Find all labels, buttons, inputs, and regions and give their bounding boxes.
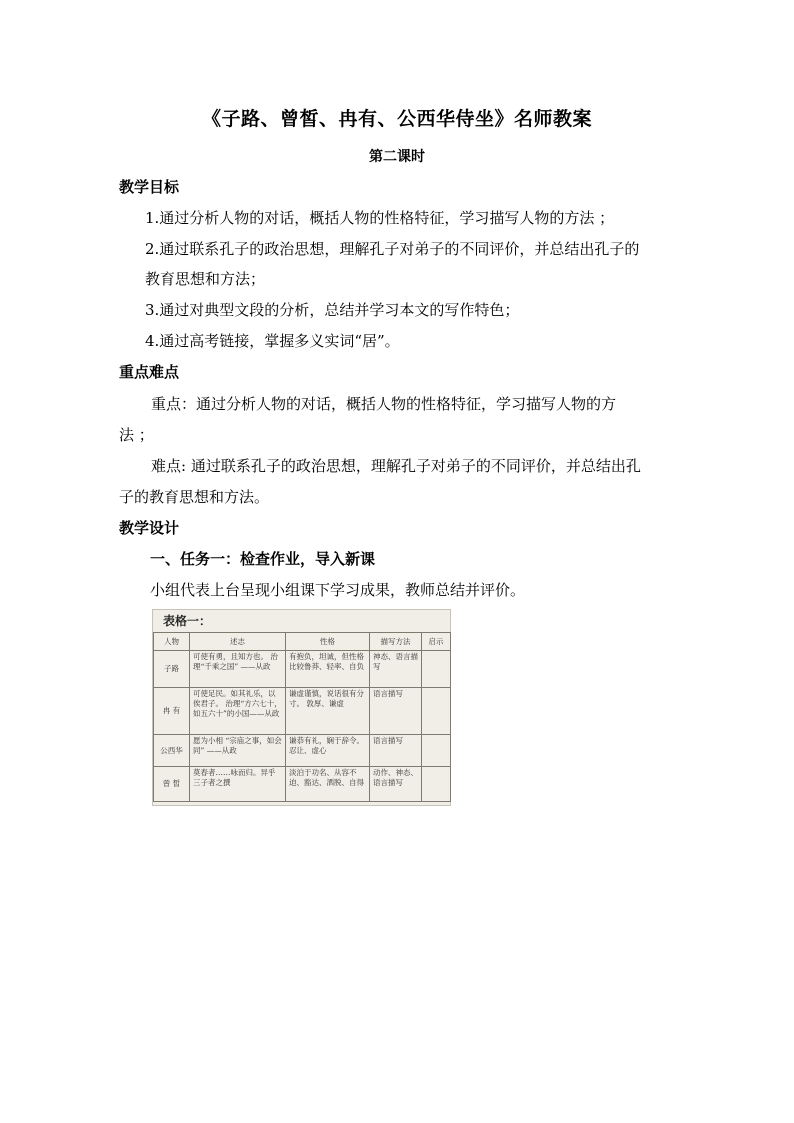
cell-method: 语言描写: [370, 688, 422, 735]
goal-line-3: 教育思想和方法；: [145, 270, 266, 288]
cell-personality: 谦恭有礼，娴于辞令。忍让、虚心: [286, 735, 370, 767]
table-row: [154, 767, 451, 802]
table-figure-image: [152, 609, 451, 806]
cell-insight: [422, 767, 451, 802]
cell-aspiration: 愿为小相 “宗庙之事，如会同” ——从政: [190, 735, 286, 767]
document-title: 《子路、曾皙、冉有、公西华侍坐》名师教案: [201, 108, 592, 130]
goal-line-2: 2.通过联系孔子的政治思想，理解孔子对弟子的不同评价，并总结出孔子的: [145, 240, 640, 258]
header-person: 人物: [154, 633, 190, 651]
header-insight: 启示: [422, 633, 451, 651]
cell-insight: [422, 651, 451, 688]
table-row: [154, 651, 451, 688]
table-row: [154, 688, 451, 735]
cell-aspiration: 可使足民。如其礼乐，以俟君子。 治理“方六七十，如五六十”的小国——从政: [190, 688, 286, 735]
table-header-row: [154, 633, 451, 651]
key-points-heading: 重点难点: [119, 363, 180, 381]
cell-personality: 谦虚谨慎，说话很有分寸。 敦厚、谦虚: [286, 688, 370, 735]
cell-name: 子路: [154, 651, 190, 688]
cell-method: 语言描写: [370, 735, 422, 767]
goals-heading: 教学目标: [119, 178, 180, 196]
goal-line-1: 1.通过分析人物的对话，概括人物的性格特征，学习描写人物的方法 ；: [145, 209, 615, 227]
cell-method: 动作、神态、语言描写: [370, 767, 422, 802]
cell-personality: 有抱负，坦诚，但性格比较鲁莽、轻率、自负: [286, 651, 370, 688]
key-line-3: 难点: 通过联系孔子的政治思想，理解孔子对弟子的不同评价，并总结出孔: [151, 457, 641, 475]
header-aspiration: 述志: [190, 633, 286, 651]
header-method: 描写方法: [370, 633, 422, 651]
document-subtitle: 第二课时: [369, 149, 425, 165]
table-row: [154, 735, 451, 767]
cell-aspiration: 莫春者……咏而归。异乎三子者之撰: [190, 767, 286, 802]
task1-text: 小组代表上台呈现小组课下学习成果，教师总结并评价。: [150, 581, 526, 599]
cell-name: 曾 皙: [154, 767, 190, 802]
cell-method: 神态、语言描写: [370, 651, 422, 688]
goal-line-5: 4.通过高考链接，掌握多义实词“居”。: [145, 332, 400, 350]
cell-name: 公西华: [154, 735, 190, 767]
cell-name: 冉 有: [154, 688, 190, 735]
cell-insight: [422, 735, 451, 767]
design-heading: 教学设计: [119, 519, 180, 537]
character-table: [153, 632, 451, 802]
goal-line-4: 3.通过对典型文段的分析，总结并学习本文的写作特色；: [145, 301, 520, 319]
key-line-4: 子的教育思想和方法。: [119, 488, 270, 506]
figure-caption: 表格一：: [163, 614, 212, 628]
cell-personality: 淡泊于功名、从容不迫、豁达、洒脱、自得: [286, 767, 370, 802]
header-personality: 性格: [286, 633, 370, 651]
key-line-2: 法 ；: [119, 426, 154, 444]
task1-heading: 一、任务一：检查作业，导入新课: [150, 550, 376, 568]
cell-aspiration: 可使有勇，且知方也。 治理“千乘之国” ——从政: [190, 651, 286, 688]
cell-insight: [422, 688, 451, 735]
key-line-1: 重点：通过分析人物的对话，概括人物的性格特征，学习描写人物的方: [151, 395, 617, 413]
